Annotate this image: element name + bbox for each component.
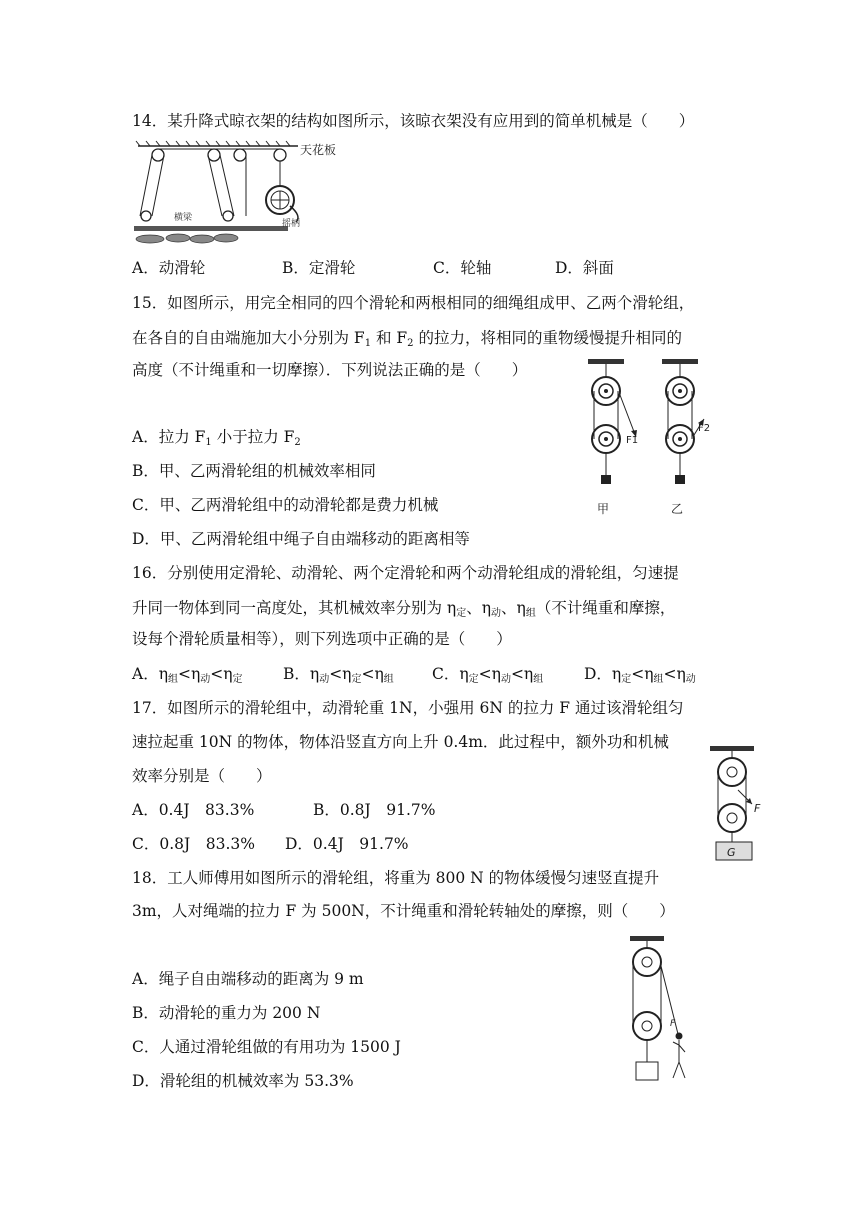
q16-option-c: C．$\eta_定<\eta_动<\eta_组$ bbox=[432, 665, 544, 685]
q18-stem-line2: 3m，人对绳端的拉力 F 为 500N，不计绳重和滑轮转轴处的摩擦，则（ ） bbox=[132, 902, 675, 920]
q15-option-d: D．甲、乙两滑轮组中绳子自由端移动的距离相等 bbox=[132, 530, 470, 548]
q15-stem-line2: 在各自的自由端施加大小分别为 $F_1$ 和 $F_2$ 的拉力，将相同的重物缓慢提升相同的 bbox=[132, 329, 682, 349]
jia-label: 甲 bbox=[597, 502, 610, 516]
q14-option-d: D．斜面 bbox=[555, 259, 614, 277]
q16-option-b: B．$\eta_动<\eta_定<\eta_组$ bbox=[283, 665, 394, 685]
crank-label: 摇柄 bbox=[282, 219, 301, 229]
q17-option-c: C．0.8J 83.3% bbox=[132, 835, 255, 853]
q15-option-b: B．甲、乙两滑轮组的机械效率相同 bbox=[132, 462, 376, 480]
f1-label: F1 bbox=[626, 435, 639, 446]
q17-option-b: B．0.8J 91.7% bbox=[313, 801, 436, 819]
q18-f-label: F bbox=[670, 1019, 676, 1029]
q15-stem-line3: 高度（不计绳重和一切摩擦）．下列说法正确的是（ ） bbox=[132, 361, 528, 379]
q17-figure-pulley bbox=[708, 742, 768, 864]
q16-stem-line2: 升同一物体到同一高度处，其机械效率分别为 $\eta_定$、$\eta_动$、$\eta_组$（不计绳重和摩擦， bbox=[132, 599, 676, 619]
q17-g-label: G bbox=[727, 846, 736, 859]
q15-stem-line1: 15．如图所示，用完全相同的四个滑轮和两根相同的细绳组成甲、乙两个滑轮组， bbox=[132, 294, 695, 312]
q17-option-a: A．0.4J 83.3% bbox=[132, 801, 255, 819]
q18-stem-line1: 18．工人师傅用如图所示的滑轮组，将重为 800 N 的物体缓慢匀速竖直提升 bbox=[132, 869, 660, 887]
q18-figure-pulley-worker bbox=[622, 930, 702, 1086]
q18-option-c: C．人通过滑轮组做的有用功为 1500 J bbox=[132, 1038, 401, 1056]
q16-option-a: A．$\eta_组<\eta_动<\eta_定$ bbox=[132, 665, 243, 685]
q14-option-c: C．轮轴 bbox=[433, 259, 492, 277]
q17-option-d: D．0.4J 91.7% bbox=[285, 835, 409, 853]
q16-stem-line3: 设每个滑轮质量相等），则下列选项中正确的是（ ） bbox=[132, 630, 512, 648]
q18-option-a: A．绳子自由端移动的距离为 9 m bbox=[132, 970, 364, 988]
q14-stem: 14．某升降式晾衣架的结构如图所示，该晾衣架没有应用到的简单机械是（ ） bbox=[132, 112, 695, 130]
q15-option-a: A．拉力 $F_1$ 小于拉力 $F_2$ bbox=[132, 428, 301, 448]
ceiling-label: 天花板 bbox=[300, 143, 337, 157]
q15-option-c: C．甲、乙两滑轮组中的动滑轮都是费力机械 bbox=[132, 496, 439, 514]
beam-label: 横梁 bbox=[174, 213, 193, 223]
q17-stem-line2: 速拉起重 10N 的物体，物体沿竖直方向上升 0.4m．此过程中，额外功和机械 bbox=[132, 733, 669, 751]
q15-figure-pulley-systems bbox=[582, 355, 722, 545]
q16-stem-line1: 16．分别使用定滑轮、动滑轮、两个定滑轮和两个动滑轮组成的滑轮组，匀速提 bbox=[132, 564, 679, 582]
q16-option-d: D．$\eta_定<\eta_组<\eta_动$ bbox=[584, 665, 696, 685]
q17-stem-line3: 效率分别是（ ） bbox=[132, 767, 272, 785]
q14-option-a: A．动滑轮 bbox=[132, 259, 206, 277]
q18-option-d: D．滑轮组的机械效率为 53.3% bbox=[132, 1072, 354, 1090]
q17-stem-line1: 17．如图所示的滑轮组中，动滑轮重 1N，小强用 6N 的拉力 F 通过该滑轮组匀 bbox=[132, 699, 684, 717]
q14-option-b: B．定滑轮 bbox=[282, 259, 356, 277]
q17-f-label: F bbox=[754, 802, 761, 815]
yi-label: 乙 bbox=[671, 502, 684, 516]
q14-figure-drying-rack bbox=[130, 140, 345, 248]
f2-label: F2 bbox=[698, 423, 711, 434]
q18-option-b: B．动滑轮的重力为 200 N bbox=[132, 1004, 321, 1022]
